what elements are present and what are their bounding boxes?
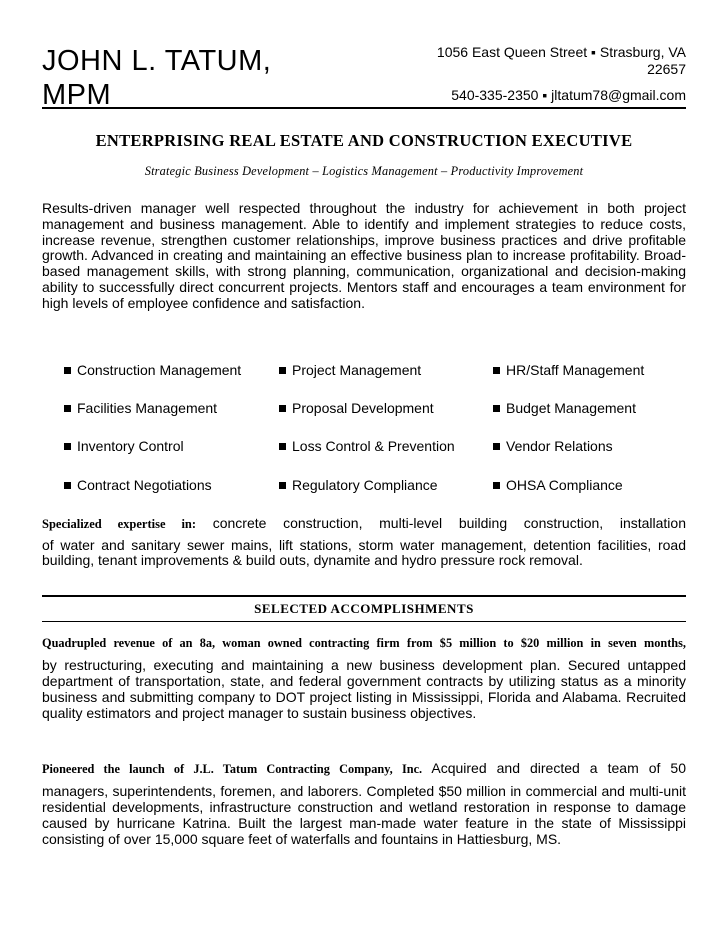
candidate-name	[42, 44, 271, 112]
bullet-icon	[64, 367, 71, 374]
skill-item: Proposal Development	[279, 400, 493, 438]
accomplishment-lead: Pioneered the launch of J.L. Tatum Contracting Company, Inc.	[42, 762, 423, 776]
skill-item: Vendor Relations	[493, 438, 683, 477]
bullet-icon	[64, 405, 71, 412]
skill-item: Facilities Management	[64, 400, 279, 438]
accomplishment-body: by restructuring, executing and maintaining a new business development plan. Secured untapped department of transportation, state, and federal government contracts by utilizing status as a minority business and submitting company to DOT project listing in Mississippi, Florida and Alabama. Recruited quality estimators and project manager to sustain business objectives.	[42, 657, 686, 721]
skill-item: Project Management	[279, 362, 493, 400]
bullet-icon	[64, 443, 71, 450]
header-divider	[42, 107, 686, 109]
bullet-icon	[279, 443, 286, 450]
section-divider-top	[42, 595, 686, 597]
expertise-paragraph	[42, 516, 686, 569]
contact-block	[437, 44, 686, 104]
skill-item: OHSA Compliance	[493, 477, 683, 501]
bullet-icon	[279, 405, 286, 412]
skill-item: Loss Control & Prevention	[279, 438, 493, 477]
skill-item: Regulatory Compliance	[279, 477, 493, 501]
bullet-icon	[279, 482, 286, 489]
skill-item: Budget Management	[493, 400, 683, 438]
skill-item: Inventory Control	[64, 438, 279, 477]
skill-item: Contract Negotiations	[64, 477, 279, 501]
resume-header	[42, 44, 686, 111]
expertise-lead: Specialized expertise in:	[42, 517, 197, 531]
bullet-icon	[493, 405, 500, 412]
summary-paragraph: Results-driven manager well respected throughout the industry for achievement in both project management and business management. Able to identify and implement strategies to reduce costs, increase revenue, strengthen customer relationships, improve business practices and drive profitable growth. Advanced in creating and maintaining an effective business plan to increase profitability. Broad-based management skills, with strong planning, communication, organizational and decision-making ability to successfully direct concurrent projects. Mentors staff and encourages a team environment for high levels of employee confidence and satisfaction.	[42, 200, 686, 311]
accomplishment-item	[42, 760, 686, 847]
expertise-first-line: Specialized expertise in: concrete construction, multi-level building construction, installation	[42, 515, 686, 531]
section-divider-bottom	[42, 621, 686, 622]
name-line-2: MPM	[42, 79, 112, 111]
bullet-icon	[493, 443, 500, 450]
skills-row	[64, 477, 686, 501]
bullet-icon	[493, 482, 500, 489]
headline: ENTERPRISING REAL ESTATE AND CONSTRUCTION EXECUTIVE	[95, 131, 633, 150]
name-line-1: JOHN L. TATUM,	[42, 45, 272, 77]
bullet-icon	[64, 482, 71, 489]
section-title: SELECTED ACCOMPLISHMENTS	[254, 601, 474, 616]
bullet-icon	[493, 367, 500, 374]
accomplishment-item	[42, 634, 686, 721]
skills-row	[64, 438, 686, 477]
accomplishment-lead: Quadrupled revenue of an 8a, woman owned contracting firm from $5 million to $20 million in seven months,	[42, 636, 686, 650]
subheadline: Strategic Business Development – Logistics Management – Productivity Improvement	[144, 164, 584, 178]
zip-line: 22657	[647, 61, 686, 77]
phone-email-line: 540-335-2350 ▪ jltatum78@gmail.com	[451, 87, 686, 103]
skills-row	[64, 400, 686, 438]
expertise-body: of water and sanitary sewer mains, lift stations, storm water management, detention facilities, road building, tenant improvements & build outs, dynamite and hydro pressure rock removal.	[42, 536, 686, 568]
skill-item: HR/Staff Management	[493, 362, 683, 400]
accomplishment-first-line: Pioneered the launch of J.L. Tatum Contracting Company, Inc. Acquired and directed a team of 50	[42, 760, 687, 776]
bullet-icon	[279, 367, 286, 374]
skill-item: Construction Management	[64, 362, 279, 400]
skills-row	[64, 362, 686, 400]
accomplishment-first-line	[42, 634, 686, 651]
address-line: 1056 East Queen Street ▪ Strasburg, VA	[436, 44, 686, 60]
accomplishment-body: managers, superintendents, foremen, and laborers. Completed $50 million in commercial and multi-unit residential developments, infrastructure construction and wetland restoration in response to damage caused by hurricane Katrina. Built the largest man-made water feature in the state of Mississippi consisting of over 15,000 square feet of waterfalls and fountains in Hattiesburg, MS.	[42, 783, 686, 847]
skills-grid	[64, 362, 686, 501]
